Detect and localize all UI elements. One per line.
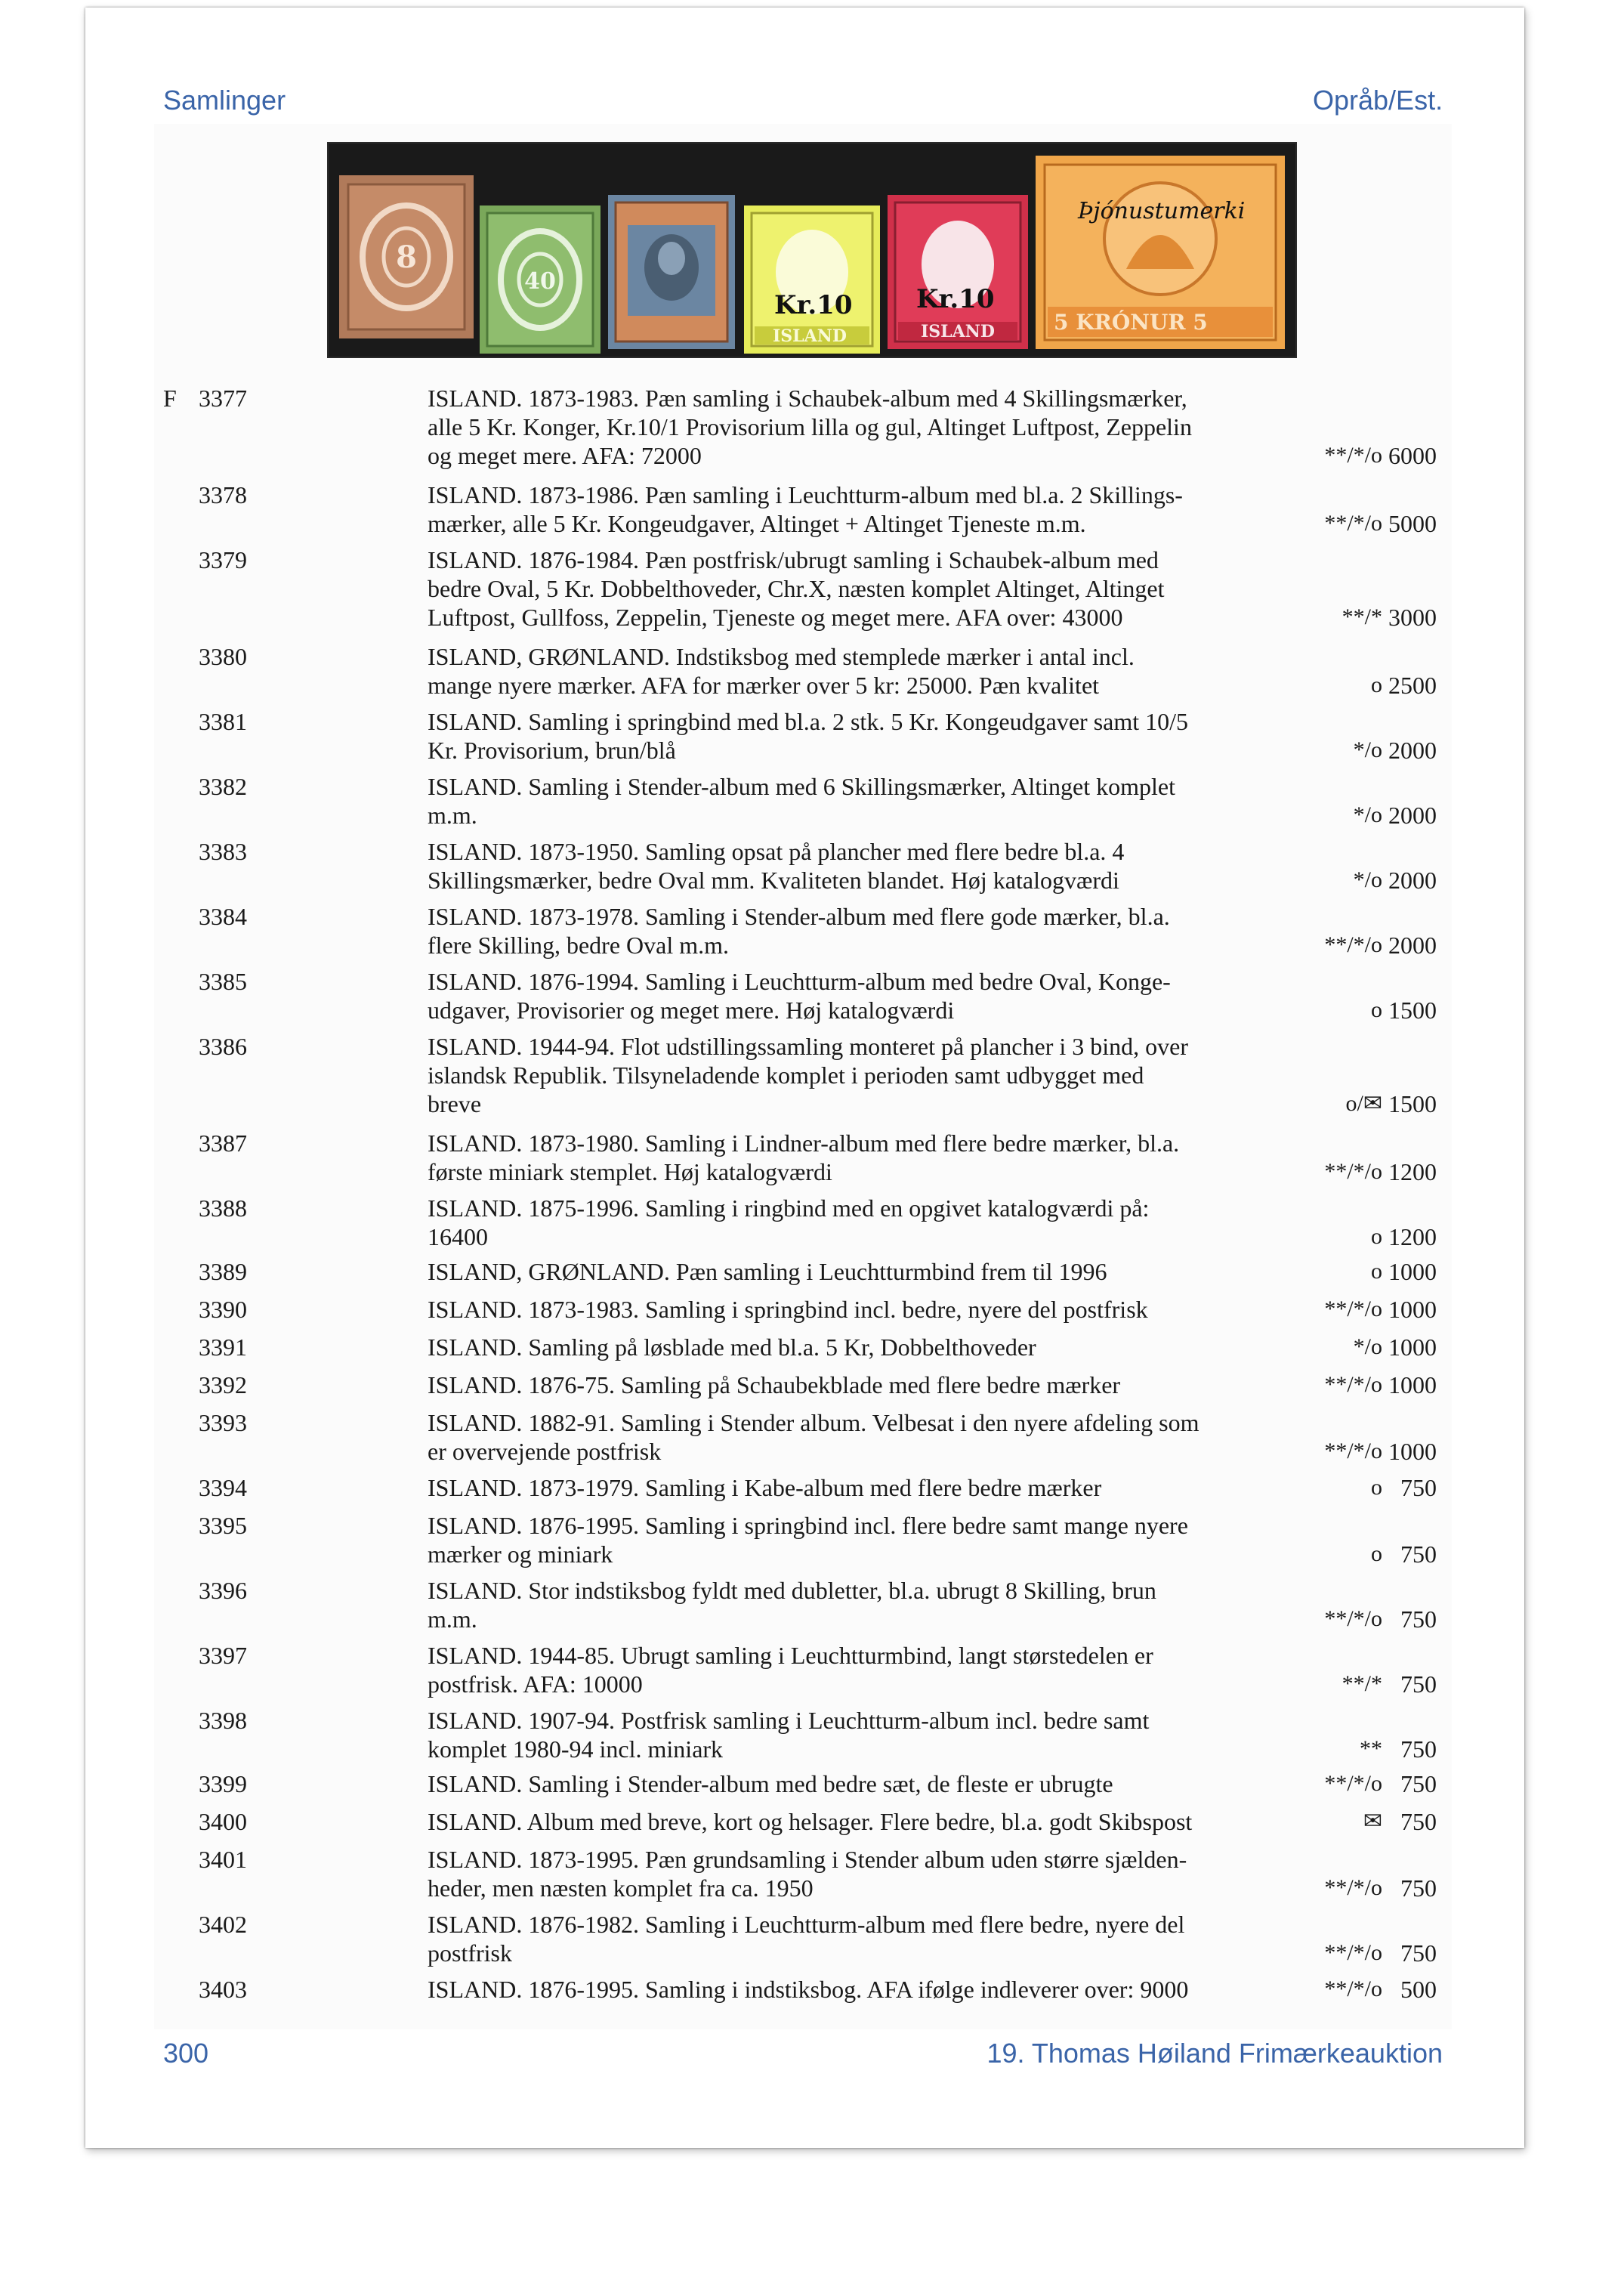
lot-description-line: ISLAND. 1873-1995. Pæn grundsamling i Stender album uden større sjælden-	[428, 1846, 1187, 1873]
lot-number: 3385	[199, 968, 247, 995]
lot-description	[428, 1333, 1036, 1361]
lot-description-line: ISLAND. Album med breve, kort og helsager. Flere bedre, bl.a. godt Skibspost	[428, 1808, 1193, 1835]
lot-number: 3394	[199, 1474, 247, 1501]
lot-condition: o	[1371, 1259, 1382, 1284]
column-header-estimate: Opråb/Est.	[1313, 85, 1443, 116]
lot-estimate: 1000	[1388, 1371, 1437, 1398]
lot-condition: */o	[1353, 737, 1382, 762]
lot-number: 3400	[199, 1808, 247, 1835]
lot-description	[428, 1257, 1107, 1286]
lot-description	[428, 1706, 1149, 1763]
lot-estimate: 6000	[1388, 442, 1437, 469]
lot-number: 3403	[199, 1976, 247, 2003]
lot-description-line: ISLAND. 1876-1994. Samling i Leuchtturm-album med bedre Oval, Konge-	[428, 968, 1171, 995]
lot-description-line: ISLAND. Samling i springbind med bl.a. 2 stk. 5 Kr. Kongeudgaver samt 10/5	[428, 708, 1189, 735]
lot-description	[428, 707, 1188, 765]
lot-estimate: 750	[1400, 1541, 1437, 1568]
lot-estimate: 1200	[1388, 1158, 1437, 1185]
page-number: 300	[163, 2038, 209, 2069]
lot-condition: **/*/o	[1324, 1875, 1382, 1900]
lot-description-line: ISLAND. 1873-1983. Samling i springbind incl. bedre, nyere del postfrisk	[428, 1296, 1148, 1323]
lot-description	[428, 1576, 1156, 1633]
lot-number: 3378	[199, 481, 247, 508]
lot-description-line: Skillingsmærker, bedre Oval mm. Kvaliteten blandet. Høj katalogværdi	[428, 867, 1119, 894]
lot-description-line: ISLAND. 1876-1995. Samling i indstiksbog. AFA ifølge indleverer over: 9000	[428, 1976, 1189, 2003]
lot-description-line: ISLAND. 1873-1983. Pæn samling i Schaubek-album med 4 Skillingsmærker,	[428, 385, 1187, 412]
lot-number: 3396	[199, 1577, 247, 1604]
stamps-photo	[327, 142, 1297, 358]
lot-description-line: mærker og miniark	[428, 1541, 613, 1568]
stamp-red-provisional	[888, 195, 1028, 349]
lot-condition: **/*/o	[1324, 1940, 1382, 1965]
lot-description-line: breve	[428, 1090, 482, 1117]
lot-number: 3393	[199, 1409, 247, 1436]
lot-condition: o	[1371, 1541, 1382, 1566]
lot-number: 3391	[199, 1333, 247, 1361]
lot-description-line: ISLAND. Samling i Stender-album med bedre sæt, de fleste er ubrugte	[428, 1770, 1113, 1797]
lot-estimate: 750	[1400, 1939, 1437, 1967]
lot-number: 3381	[199, 708, 247, 735]
lot-condition: */o	[1353, 867, 1382, 892]
lot-description-line: flere Skilling, bedre Oval m.m.	[428, 932, 730, 959]
lot-description	[428, 1295, 1148, 1324]
lot-description-line: alle 5 Kr. Konger, Kr.10/1 Provisorium lilla og gul, Altinget Luftpost, Zeppelin	[428, 413, 1192, 440]
lot-description-line: ISLAND. 1873-1986. Pæn samling i Leuchtturm-album med bl.a. 2 Skillings-	[428, 481, 1183, 508]
lot-estimate: 750	[1400, 1735, 1437, 1763]
lot-description-line: postfrisk	[428, 1939, 512, 1967]
lot-number: 3399	[199, 1770, 247, 1797]
lot-condition: **/*/o	[1324, 1372, 1382, 1397]
lot-description-line: ISLAND. 1876-1995. Samling i springbind incl. flere bedre samt mange nyere	[428, 1512, 1188, 1539]
lot-description	[428, 1408, 1199, 1466]
lot-description	[428, 1032, 1188, 1118]
lot-number: 3398	[199, 1707, 247, 1734]
lot-condition: **/*/o	[1324, 1976, 1382, 2001]
lot-description-line: ISLAND. 1876-75. Samling på Schaubekblade med flere bedre mærker	[428, 1371, 1121, 1398]
lot-description-line: ISLAND, GRØNLAND. Indstiksbog med stemplede mærker i antal incl.	[428, 643, 1135, 670]
stamp-king-portrait	[608, 195, 735, 349]
lot-description-line: ISLAND. Samling på løsblade med bl.a. 5 Kr, Dobbelthoveder	[428, 1333, 1036, 1361]
lot-description	[428, 1769, 1113, 1798]
lot-estimate: 1000	[1388, 1296, 1437, 1323]
lot-number: 3389	[199, 1258, 247, 1285]
lot-estimate: 500	[1400, 1976, 1437, 2003]
lot-estimate: 1500	[1388, 997, 1437, 1024]
lot-estimate: 2000	[1388, 737, 1437, 764]
svg-text:8: 8	[396, 239, 417, 275]
lot-description-line: ISLAND. 1944-85. Ubrugt samling i Leuchtturmbind, langt størstedelen er	[428, 1642, 1153, 1669]
lot-description-line: ISLAND. 1876-1984. Pæn postfrisk/ubrugt samling i Schaubek-album med	[428, 546, 1159, 573]
overprint-kr10-second: Kr.10	[916, 284, 995, 314]
lot-description	[428, 1975, 1188, 2004]
lot-number: 3380	[199, 643, 247, 670]
lot-number: 3388	[199, 1194, 247, 1222]
lot-condition: o	[1371, 1224, 1382, 1249]
lot-description-line: Luftpost, Gullfoss, Zeppelin, Tjeneste og meget mere. AFA over: 43000	[428, 604, 1123, 631]
lot-description-line: 16400	[428, 1223, 488, 1250]
lot-description	[428, 1473, 1101, 1502]
lot-number: 3392	[199, 1371, 247, 1398]
lot-description-line: ISLAND. 1944-94. Flot udstillingssamling monteret på plancher i 3 bind, over	[428, 1033, 1188, 1060]
lot-estimate: 750	[1400, 1605, 1437, 1633]
lot-description-line: m.m.	[428, 1605, 477, 1633]
lot-estimate: 750	[1400, 1808, 1437, 1835]
lot-description	[428, 1129, 1179, 1186]
lot-condition: **/*/o	[1324, 443, 1382, 468]
lot-estimate: 750	[1400, 1770, 1437, 1797]
lot-description	[428, 481, 1183, 538]
lot-number: 3401	[199, 1846, 247, 1873]
lot-estimate: 750	[1400, 1874, 1437, 1902]
lot-number: 3377	[199, 385, 247, 412]
lot-condition: **/*/o	[1324, 1159, 1382, 1184]
lot-description-line: postfrisk. AFA: 10000	[428, 1670, 643, 1698]
lot-estimate: 1000	[1388, 1258, 1437, 1285]
lot-description-line: ISLAND. Stor indstiksbog fyldt med dubletter, bl.a. ubrugt 8 Skilling, brun	[428, 1577, 1156, 1604]
lot-description-line: ISLAND. 1873-1980. Samling i Lindner-album med flere bedre mærker, bl.a.	[428, 1130, 1180, 1157]
stamp-value-text: 5 KRÓNUR 5	[1054, 310, 1208, 335]
stamp-green-40	[480, 206, 601, 354]
section-title: Samlinger	[163, 85, 286, 116]
lot-estimate: 750	[1400, 1474, 1437, 1501]
lot-condition: */o	[1353, 802, 1382, 827]
lot-description-line: ISLAND, GRØNLAND. Pæn samling i Leuchtturmbind frem til 1996	[428, 1258, 1107, 1285]
svg-text:40: 40	[524, 268, 556, 295]
lot-description	[428, 1910, 1184, 1967]
lot-description-line: udgaver, Provisorier og meget mere. Høj katalogværdi	[428, 997, 955, 1024]
lot-number: 3386	[199, 1033, 247, 1060]
lot-description-line: bedre Oval, 5 Kr. Dobbelthoveder, Chr.X, næsten komplet Altinget, Altinget	[428, 575, 1165, 602]
lot-condition: **/*	[1341, 604, 1382, 629]
lot-number: 3387	[199, 1130, 247, 1157]
publication-title: 19. Thomas Høiland Frimærkeauktion	[986, 2038, 1443, 2069]
lot-number: 3379	[199, 546, 247, 573]
overprint-official: Þjónustumerki	[1078, 198, 1246, 224]
lot-number: 3382	[199, 773, 247, 800]
lot-description	[428, 837, 1124, 895]
lot-condition: **/*/o	[1324, 1606, 1382, 1631]
lot-description	[428, 642, 1135, 700]
lot-description-line: mange nyere mærker. AFA for mærker over 5 kr: 25000. Pæn kvalitet	[428, 672, 1100, 699]
lot-description	[428, 772, 1175, 830]
lot-description	[428, 1845, 1187, 1902]
lot-description	[428, 1641, 1153, 1698]
lot-description-line: ISLAND. Samling i Stender-album med 6 Skillingsmærker, Altinget komplet	[428, 773, 1175, 800]
lot-condition: **/*/o	[1324, 511, 1382, 536]
lot-description-line: ISLAND. 1907-94. Postfrisk samling i Leuchtturm-album incl. bedre samt	[428, 1707, 1150, 1734]
lot-estimate: 3000	[1388, 604, 1437, 631]
lot-estimate: 1000	[1388, 1333, 1437, 1361]
lot-number: 3384	[199, 903, 247, 930]
lot-number: 3397	[199, 1642, 247, 1669]
lot-description	[428, 545, 1164, 632]
lot-description-line: ISLAND. 1873-1978. Samling i Stender-album med flere gode mærker, bl.a.	[428, 903, 1170, 930]
lot-condition: **/*/o	[1324, 1771, 1382, 1796]
lot-description-line: mærker, alle 5 Kr. Kongeudgaver, Altinget + Altinget Tjeneste m.m.	[428, 510, 1086, 537]
lot-condition: **/*/o	[1324, 932, 1382, 957]
lot-number: 3402	[199, 1911, 247, 1938]
overprint-kr10: Kr.10	[774, 290, 853, 320]
lot-description-line: ISLAND. 1876-1982. Samling i Leuchtturm-album med flere bedre, nyere del	[428, 1911, 1185, 1938]
lot-estimate: 1500	[1388, 1090, 1437, 1117]
lot-estimate: 2500	[1388, 672, 1437, 699]
lot-condition: o/✉	[1345, 1091, 1382, 1116]
lot-description-line: er overvejende postfrisk	[428, 1438, 662, 1465]
stamp-brown-8	[339, 175, 474, 338]
lot-estimate: 5000	[1388, 510, 1437, 537]
lot-estimate: 750	[1400, 1670, 1437, 1698]
lot-estimate: 1200	[1388, 1223, 1437, 1250]
lot-description-line: heder, men næsten komplet fra ca. 1950	[428, 1874, 814, 1902]
lot-description-line: ISLAND. 1882-91. Samling i Stender album. Velbesat i den nyere afdeling som	[428, 1409, 1199, 1436]
lot-description	[428, 384, 1192, 470]
lot-condition: **	[1360, 1736, 1382, 1761]
lot-number: 3395	[199, 1512, 247, 1539]
lot-description	[428, 1194, 1149, 1251]
lot-description	[428, 967, 1171, 1024]
lot-description-line: ISLAND. 1873-1979. Samling i Kabe-album med flere bedre mærker	[428, 1474, 1102, 1501]
stamp-country-text-second: ISLAND	[921, 322, 995, 341]
stamp-orange-official	[1036, 156, 1285, 349]
lot-number: 3383	[199, 838, 247, 865]
lot-condition: */o	[1353, 1334, 1382, 1359]
lot-flag: F	[163, 385, 177, 412]
lot-description-line: komplet 1980-94 incl. miniark	[428, 1735, 724, 1763]
lot-description-line: Kr. Provisorium, brun/blå	[428, 737, 676, 764]
lot-description	[428, 1807, 1192, 1836]
lot-description-line: første miniark stemplet. Høj katalogværdi	[428, 1158, 832, 1185]
stamp-yellow-provisional	[744, 206, 880, 354]
lot-description-line: ISLAND. 1873-1950. Samling opsat på plancher med flere bedre bl.a. 4	[428, 838, 1125, 865]
lot-number: 3390	[199, 1296, 247, 1323]
lot-condition: **/*	[1341, 1671, 1382, 1696]
lot-estimate: 1000	[1388, 1438, 1437, 1465]
lot-description-line: m.m.	[428, 802, 477, 829]
lot-description-line: og meget mere. AFA: 72000	[428, 442, 702, 469]
lot-description	[428, 1511, 1188, 1568]
lot-description-line: ISLAND. 1875-1996. Samling i ringbind med en opgivet katalogværdi på:	[428, 1194, 1150, 1222]
lot-condition: o	[1371, 997, 1382, 1022]
lot-condition: **/*/o	[1324, 1439, 1382, 1463]
lot-condition: ✉	[1363, 1809, 1382, 1834]
lot-estimate: 2000	[1388, 932, 1437, 959]
lot-estimate: 2000	[1388, 802, 1437, 829]
lot-estimate: 2000	[1388, 867, 1437, 894]
lot-condition: **/*/o	[1324, 1296, 1382, 1321]
lot-condition: o	[1371, 1475, 1382, 1500]
lot-description	[428, 902, 1170, 960]
lot-condition: o	[1371, 672, 1382, 697]
lot-description	[428, 1371, 1120, 1399]
lot-description-line: islandsk Republik. Tilsyneladende komplet i perioden samt udbygget med	[428, 1062, 1144, 1089]
stamp-country-text: ISLAND	[773, 326, 847, 346]
